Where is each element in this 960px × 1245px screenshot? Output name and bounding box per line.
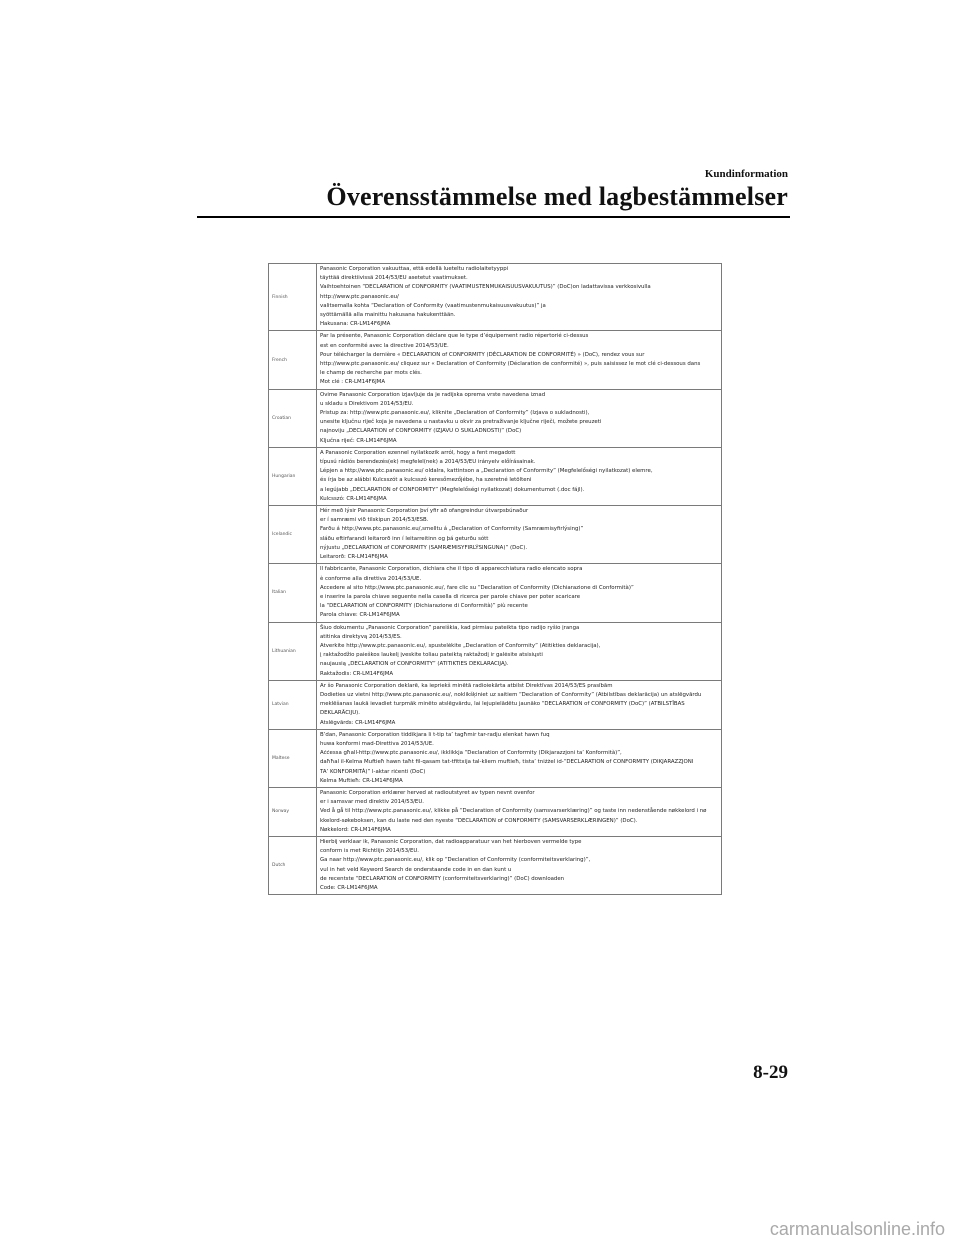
declaration-line: Hakusana: CR-LM14F6JMA — [320, 321, 391, 328]
declaration-row — [269, 331, 722, 389]
declaration-table — [268, 263, 722, 895]
declaration-line: http://www.ptc.panasonic.eu/ — [320, 293, 399, 300]
declaration-line: Leitarorð: CR-LM14F6JMA — [320, 554, 388, 561]
declaration-line: Pour télécharger la dernière « DECLARATION of CONFORMITY (DÉCLARATION DE CONFORMITÉ) » (DoC), rendez vous sur — [320, 351, 645, 358]
declaration-line: unesite ključnu riječ koja je navedena u nastavku u okvir za pretraživanje ključne riječi, možete preuzeti — [320, 419, 602, 426]
declaration-line: Code: CR-LM14F6JMA — [320, 885, 378, 891]
language-cell: Finnish — [269, 264, 317, 331]
title-divider — [197, 216, 790, 218]
language-cell: Lithuanian — [269, 622, 317, 680]
declaration-line: Lépjen a http://www.ptc.panasonic.eu/ oldalra, kattintson a „Declaration of Conformity” (Megfelelőségi nyilatkozat) elemre, — [320, 468, 653, 475]
declaration-row — [269, 680, 722, 729]
declaration-line: meklēšanas laukā ievadiet turpmāk minēto atslēgvārdu, lai lejupielādētu jaunāko “DECLARATION of CONFORMITY (DoC)” (ATBILSTĪBAS — [320, 701, 685, 708]
declaration-line: u skladu s Direktivom 2014/53/EU. — [320, 400, 414, 407]
language-cell: Icelandic — [269, 506, 317, 564]
declaration-line: naujausią „DECLARATION of CONFORMITY” (ATITIKTIES DEKLARACIJĄ). — [320, 661, 509, 668]
declaration-line: täyttää direktiivissä 2014/53/EU asetetut vaatimukset. — [320, 275, 468, 282]
declaration-line: a legújabb „DECLARATION of CONFORMITY” (Megfelelőségi nyilatkozat) dokumentumot (.doc fájl). — [320, 486, 585, 493]
declaration-line: Ar šo Panasonic Corporation deklarē, ka iepriekš minētā radioiekārta atbilst Direktīvas 2014/53/ES prasībām — [320, 682, 613, 689]
language-cell: Norway — [269, 787, 317, 836]
language-cell: Italian — [269, 564, 317, 622]
declaration-row — [269, 389, 722, 447]
declaration-line: Dodieties uz vietni http://www.ptc.panasonic.eu/, noklikšķiniet uz saitiem “Declaration of Conformity” (Atbilstības deklarācija) un atslēgvārdu — [320, 691, 702, 698]
declaration-line: najnoviju „DECLARATION of CONFORMITY (IZJAVU O SUKLADNOSTI)” (DoC) — [320, 428, 522, 435]
declaration-line: Aċċessa għall-http://www.ptc.panasonic.eu/, ikklikkja “Declaration of Conformity (Dikjarazzjoni ta’ Konformità)”, — [320, 750, 622, 757]
declaration-table-container — [268, 263, 722, 895]
declaration-line: Ga naar http://www.ptc.panasonic.eu/, klik op “Declaration of Conformity (conformiteitsverklaring)”, — [320, 857, 591, 864]
language-cell: Latvian — [269, 680, 317, 729]
declaration-line: nýjustu „DECLARATION of CONFORMITY (SAMRÆMISYFIRLÝSINGUNA)” (DoC). — [320, 544, 528, 551]
declaration-line: daħħal il-Kelma Muftieħ hawn taħt fil-qasam tat-tfittxija tal-kliem muftieħ, tista’ tniżżel id-“DECLARATION of CONFORMITY (DIKJARAZZJONI — [320, 759, 694, 766]
declaration-line: Parola chiave: CR-LM14F6JMA — [320, 612, 400, 619]
declaration-text-cell — [317, 331, 722, 389]
watermark-link[interactable]: carmanualsonline.info — [769, 1219, 945, 1239]
language-cell: Croatian — [269, 389, 317, 447]
language-cell: Hungarian — [269, 447, 317, 505]
declaration-line: atitinka direktyvą 2014/53/ES. — [320, 633, 402, 640]
declaration-row — [269, 622, 722, 680]
declaration-line: Pristup za: http://www.ptc.panasonic.eu/, kliknite „Declaration of Conformity” (Izjava o sukladnosti), — [320, 410, 590, 417]
declaration-line: Il fabbricante, Panasonic Corporation, dichiara che il tipo di apparecchiatura radio elencato sopra — [320, 566, 583, 573]
declaration-line: Raktažodis: CR-LM14F6JMA — [320, 670, 394, 677]
declaration-line: Nøkkelord: CR-LM14F6JMA — [320, 826, 391, 833]
declaration-text-cell — [317, 729, 722, 787]
declaration-row — [269, 447, 722, 505]
declaration-text-cell — [317, 447, 722, 505]
declaration-line: kkelord-søkeboksen, kan du laste ned den nyeste “DECLARATION of CONFORMITY (SAMSVARSERKLÆRINGEN)” (DoC). — [320, 817, 638, 824]
declaration-line: B’dan, Panasonic Corporation tiddikjara li t-tip ta’ tagħmir tar-radju elenkat hawn fuq — [320, 731, 550, 738]
declaration-line: Ved å gå til http://www.ptc.panasonic.eu/, klikke på “Declaration of Conformity (samsvarserklæring)” og taste inn nedenstående nøkkelord i nø — [320, 808, 707, 815]
declaration-line: http://www.ptc.panasonic.eu/ cliquez sur « Declaration of Conformity (Déclaration de conformité) », puis saisissez le mot clé ci-dessous dans — [320, 361, 701, 368]
declaration-line: sláðu eftirfarandi leitarorð inn í leitarreitinn og þá geturðu sótt — [320, 535, 489, 542]
declaration-line: vul in het veld Keyword Search de onderstaande code in en dan kunt u — [320, 866, 512, 873]
declaration-line: er í samræmi við tilskipun 2014/53/ESB. — [320, 517, 429, 524]
declaration-line: syöttämällä alla mainittu hakusana hakukenttään. — [320, 312, 456, 319]
declaration-line: de recentste “DECLARATION of CONFORMITY (conformiteitsverklaring)” (DoC) downloaden — [320, 875, 565, 882]
page-number: 8-29 — [753, 1062, 788, 1083]
page-title: Överensstämmelse med lagbestämmelser — [326, 182, 788, 211]
declaration-line: la “DECLARATION of CONFORMITY (Dichiarazione di Conformità)” più recente — [320, 603, 528, 610]
declaration-text-cell — [317, 506, 722, 564]
declaration-text-cell — [317, 564, 722, 622]
declaration-line: Kulcsszó: CR-LM14F6JMA — [320, 495, 387, 502]
declaration-row — [269, 264, 722, 331]
declaration-line: TA’ KONFORMITÀ)” l-aktar riċenti (DoC) — [320, 768, 426, 775]
language-cell: French — [269, 331, 317, 389]
declaration-line: és írja be az alábbi Kulcsszót a kulcsszó keresőmezőjébe, ha szeretné letölteni — [320, 477, 532, 484]
declaration-row — [269, 564, 722, 622]
declaration-line: Ključna riječ: CR-LM14F6JMA — [320, 437, 397, 444]
declaration-row — [269, 787, 722, 836]
declaration-line: è conforme alla direttiva 2014/53/UE. — [320, 575, 422, 582]
declaration-line: Accedere al sito http://www.ptc.panasonic.eu/, fare clic su “Declaration of Conformity (Dichiarazione di Conformità)” — [320, 584, 634, 591]
declaration-text-cell — [317, 264, 722, 331]
language-cell: Maltese — [269, 729, 317, 787]
declaration-line: Farðu á http://www.ptc.panasonic.eu/,smelltu á „Declaration of Conformity (Samræmisyfirlýsing)” — [320, 526, 584, 533]
declaration-text-cell — [317, 787, 722, 836]
declaration-line: Panasonic Corporation erklærer herved at radioutstyret av typen nevnt ovenfor — [320, 789, 535, 796]
declaration-line: típusú rádiós berendezés(ek) megfelel(nek) a 2014/53/EU irányelv előírásainak. — [320, 459, 536, 466]
declaration-line: Par la présente, Panasonic Corporation déclare que le type d’équipement radio répertorié ci-dessus — [320, 333, 589, 340]
declaration-line: le champ de recherche par mots clés. — [320, 370, 422, 377]
declaration-text-cell — [317, 680, 722, 729]
declaration-text-cell — [317, 836, 722, 894]
declaration-row — [269, 729, 722, 787]
declaration-row — [269, 506, 722, 564]
declaration-row — [269, 836, 722, 894]
declaration-line: Atverkite http://www.ptc.panasonic.eu/, spustelėkite „Declaration of Conformity” (Atitikties deklaracija), — [320, 642, 601, 649]
section-label: Kundinformation — [704, 168, 788, 180]
declaration-line: Kelma Muftieħ: CR-LM14F6JMA — [320, 777, 403, 784]
declaration-line: Hér með lýsir Panasonic Corporation því yfir að ofangreindur útvarpsbúnaður — [320, 508, 529, 515]
declaration-line: Vaihtoehtoinen “DECLARATION of CONFORMITY (VAATIMUSTENMUKAISUUSVAKUUTUS)” (DoC)on ladattavissa verkkosivulla — [320, 284, 651, 291]
declaration-text-cell — [317, 622, 722, 680]
declaration-text-cell — [317, 389, 722, 447]
declaration-line: DEKLARĀCIJU). — [320, 710, 360, 717]
language-cell: Dutch — [269, 836, 317, 894]
declaration-line: Panasonic Corporation vakuuttaa, että edellä lueteltu radiolaitetyyppi — [320, 266, 509, 272]
declaration-line: Mot clé : CR-LM14F6JMA — [320, 379, 386, 386]
declaration-line: Šiuo dokumentu „Panasonic Corporation” pareiškia, kad pirmiau pateikta tipo radijo ryšio įranga — [320, 624, 580, 631]
declaration-line: valitsemalla kohta “Declaration of Conformity (vaatimustenmukaisuusvakuutus)” ja — [320, 302, 546, 309]
declaration-line: huwa konformi mad-Direttiva 2014/53/UE. — [320, 740, 434, 747]
declaration-line: er i samsvar med direktiv 2014/53/EU. — [320, 799, 425, 806]
declaration-line: est en conformité avec la directive 2014/53/UE. — [320, 342, 449, 349]
declaration-line: A Panasonic Corporation ezennel nyilatkozik arról, hogy a fent megadott — [320, 449, 516, 456]
declaration-line: conform is met Richtlijn 2014/53/EU. — [320, 848, 420, 855]
declaration-line: e inserire la parola chiave seguente nella casella di ricerca per parole chiave per poter scaricare — [320, 593, 581, 600]
declaration-line: Ovime Panasonic Corporation izjavljuje da je radijska oprema vrste navedena iznad — [320, 391, 546, 398]
declaration-line: Atslēgvārds: CR-LM14F6JMA — [320, 719, 396, 726]
declaration-line: Hierbij verklaar ik, Panasonic Corporation, dat radioapparatuur van het hierboven vermelde type — [320, 838, 582, 845]
declaration-line: į raktažodžio paieškos laukelį įveskite toliau pateiktą raktažodį ir galėsite atsisiųsti — [320, 652, 543, 659]
